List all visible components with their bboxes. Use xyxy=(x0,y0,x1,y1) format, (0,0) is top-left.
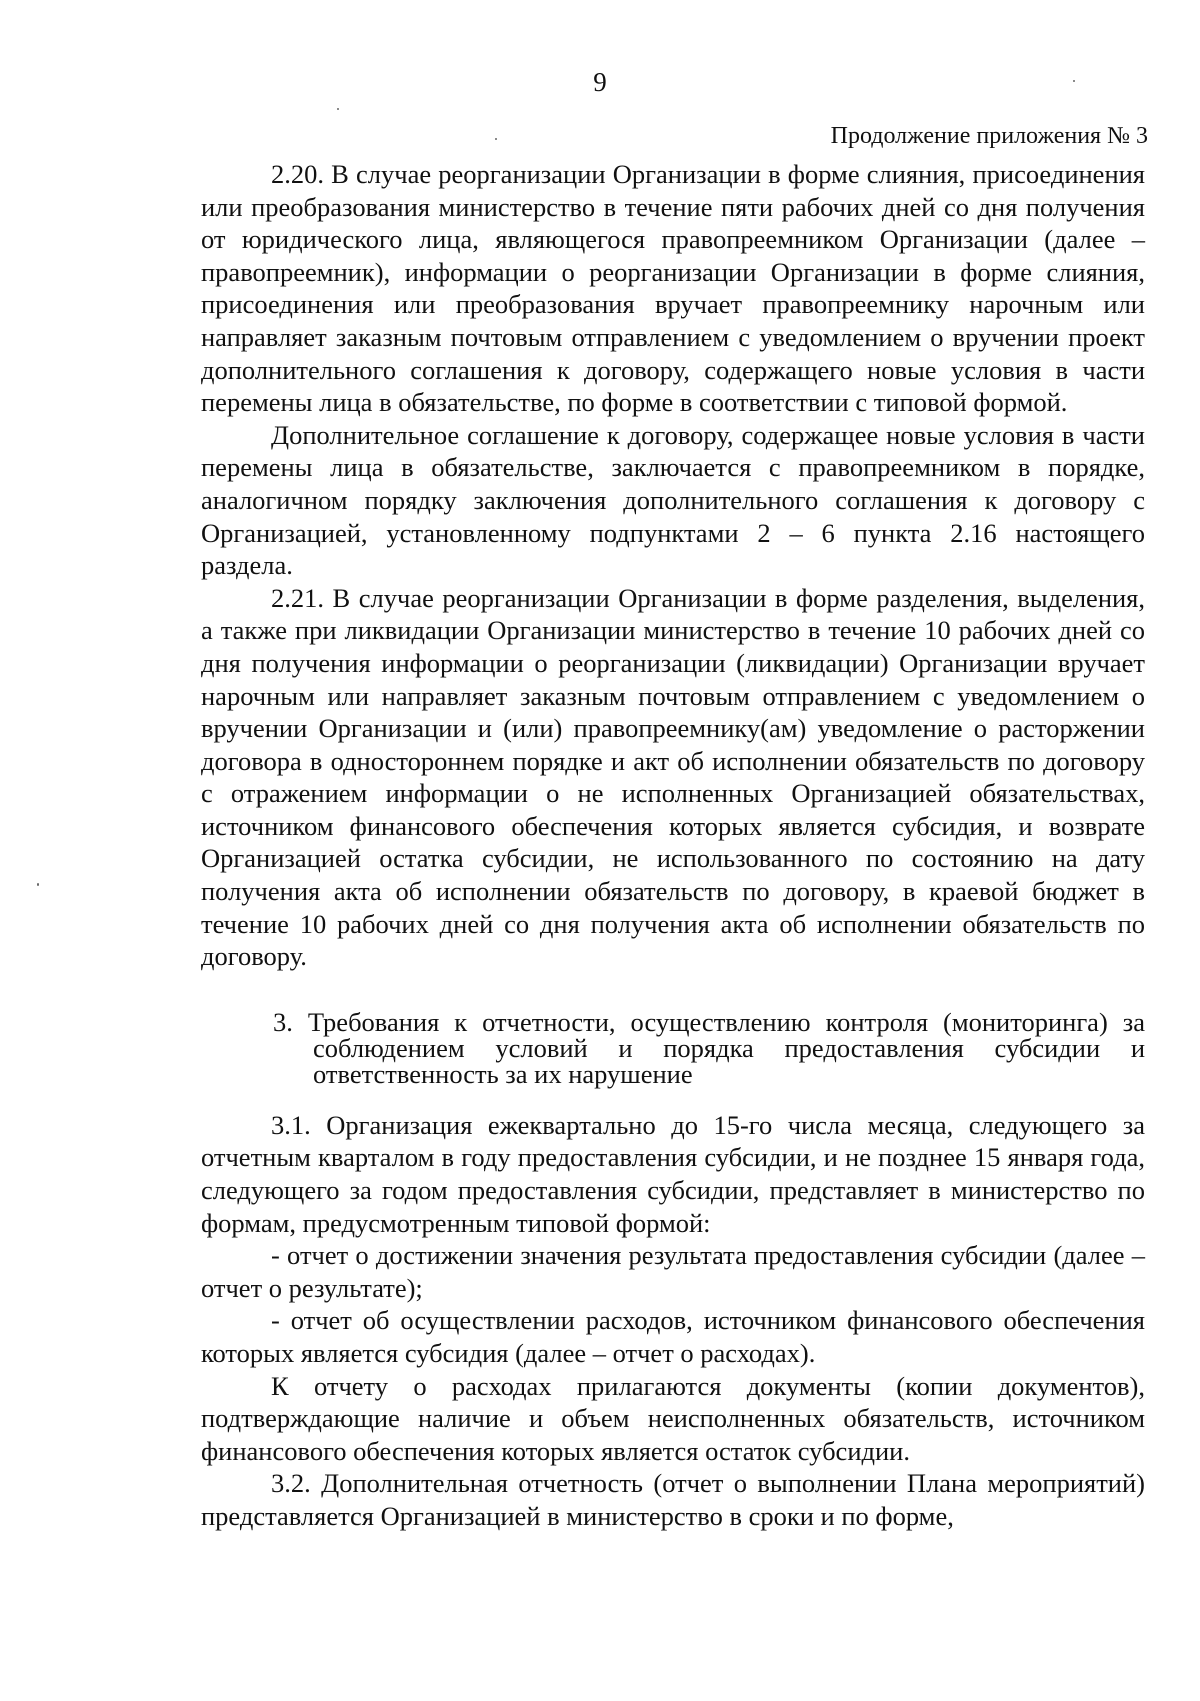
scan-speck xyxy=(1073,80,1075,82)
paragraph-supplementary-agreement: Дополнительное соглашение к договору, содержащее новые условия в части перемены лица в обязательстве, заключается с правопреемником в порядке, аналогичном порядку заключения дополнительного соглашения к договору с Организацией, установленному подпунктами 2 – 6 пункта 2.16 настоящего раздела. xyxy=(201,419,1145,581)
page-number: 9 xyxy=(593,67,607,97)
section-3-heading: 3. Требования к отчетности, осуществлению контроля (мониторинга) за соблюдением условий и порядка предоставления субсидии и ответственность за их нарушение xyxy=(273,1006,1145,1089)
list-item-expense-report: - отчет об осуществлении расходов, источником финансового обеспечения которых является субсидия (далее – отчет о расходах). xyxy=(201,1305,1145,1368)
document-body xyxy=(201,158,1145,1533)
paragraph-expense-report-attachments: К отчету о расходах прилагаются документы (копии документов), подтверждающие наличие и объем неисполненных обязательств, источником финансового обеспечения которых является остаток субсидии. xyxy=(201,1370,1145,1466)
paragraph-2-20: 2.20. В случае реорганизации Организации в форме слияния, присоединения или преобразования министерство в течение пяти рабочих дней со дня получения от юридического лица, являющегося правопреемником Организации (далее – правопреемник), информации о реорганизации Организации в форме слияния, присоединения или преобразования вручает правопреемнику нарочным или направляет заказным почтовым отправлением с уведомлением о вручении проект дополнительного соглашения к договору, содержащего новые условия в части перемены лица в обязательстве, по форме в соответствии с типовой формой. xyxy=(201,159,1145,418)
paragraph-3-1: 3.1. Организация ежеквартально до 15-го числа месяца, следующего за отчетным кварталом в году предоставления субсидии, и не позднее 15 января года, следующего за годом предоставления субсидии, представляет в министерство по формам, предусмотренным типовой формой: xyxy=(201,1109,1145,1238)
paragraph-3-2: 3.2. Дополнительная отчетность (отчет о выполнении Плана мероприятий) представляется Организацией в министерство в сроки и по форме, xyxy=(201,1468,1145,1531)
paragraph-2-21: 2.21. В случае реорганизации Организации в форме разделения, выделения, а также при ликвидации Организации министерство в течение 10 рабочих дней со дня получения информации о реорганизации (ликвидации) Организации вручает нарочным или направляет заказным почтовым отправлением с уведомлением о вручении Организации и (или) правопреемнику(ам) уведомление о расторжении договора в одностороннем порядке и акт об исполнении обязательств по договору с отражением информации о не исполненных Организацией обязательствах, источником финансового обеспечения которых является субсидия, и возврате Организацией остатка субсидии, не использованного по состоянию на дату получения акта об исполнении обязательств по договору, в краевой бюджет в течение 10 рабочих дней со дня получения акта об исполнении обязательств по договору. xyxy=(201,582,1145,972)
scan-speck xyxy=(37,883,39,886)
appendix-continuation-note: Продолжение приложения № 3 xyxy=(830,123,1148,149)
scan-speck xyxy=(337,108,339,110)
list-item-result-report: - отчет о достижении значения результата предоставления субсидии (далее – отчет о результате); xyxy=(201,1240,1145,1303)
scan-speck xyxy=(495,138,497,140)
